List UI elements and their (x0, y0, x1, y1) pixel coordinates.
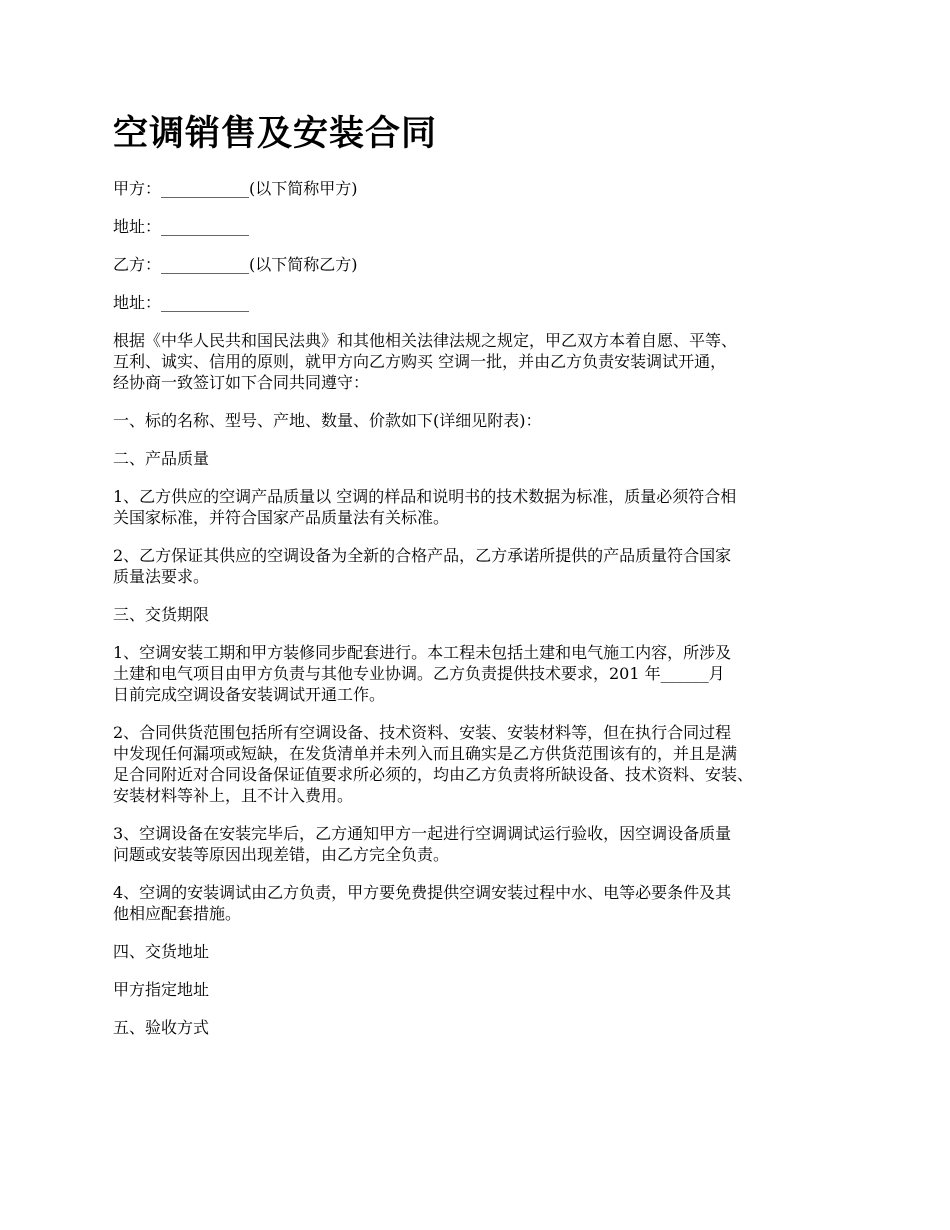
paragraph (113, 178, 860, 199)
paragraph-line: 1、乙方供应的空调产品质量以 空调的样品和说明书的技术数据为标准，质量必须符合相 (113, 487, 737, 506)
paragraph (113, 1017, 860, 1038)
paragraph-line: 地址：___________ (113, 293, 250, 312)
paragraph-line: 2、合同供货范围包括所有空调设备、技术资料、安装、安装材料等，但在执行合同过程 (113, 723, 732, 742)
paragraph-line: 质量法要求。 (113, 567, 210, 586)
paragraph-line: 地址：___________ (113, 217, 250, 236)
paragraph-line: 安装材料等补上，且不计入费用。 (113, 786, 354, 805)
paragraph (113, 979, 860, 1000)
paragraph-line: 三、交货期限 (113, 605, 210, 624)
paragraph (113, 448, 860, 469)
document-title: 空调销售及安装合同 (113, 114, 438, 154)
paragraph-line: 一、标的名称、型号、产地、数量、价款如下(详细见附表)： (113, 411, 542, 430)
paragraph-line: 土建和电气项目由甲方负责与其他专业协调。乙方负责提供技术要求，201 年______月 (113, 664, 725, 683)
paragraph-line: 经协商一致签订如下合同共同遵守： (113, 373, 370, 392)
paragraph (113, 486, 860, 528)
paragraph-line: 日前完成空调设备安装调试开通工作。 (113, 685, 386, 704)
paragraph (113, 882, 860, 924)
paragraph-line: 2、乙方保证其供应的空调设备为全新的合格产品，乙方承诺所提供的产品质量符合国家 (113, 546, 732, 565)
paragraph (113, 254, 860, 275)
paragraph-line: 中发现任何漏项或短缺，在发货清单并未列入而且确实是乙方供货范围该有的，并且是满 (113, 744, 738, 763)
paragraph-line: 互利、诚实、信用的原则，就甲方向乙方购买 空调一批，并由乙方负责安装调试开通， (113, 352, 727, 371)
paragraph-line: 五、验收方式 (113, 1018, 210, 1037)
paragraph (113, 410, 860, 431)
document-body (113, 178, 860, 1038)
paragraph-line: 二、产品质量 (113, 449, 210, 468)
paragraph-line: 1、空调安装工期和甲方装修同步配套进行。本工程未包括土建和电气施工内容，所涉及 (113, 643, 732, 662)
paragraph (113, 941, 860, 962)
paragraph-line: 甲方：___________(以下简称甲方) (113, 179, 358, 198)
paragraph-line: 4、空调的安装调试由乙方负责，甲方要免费提供空调安装过程中水、电等必要条件及其 (113, 883, 732, 902)
paragraph-line: 乙方：___________(以下简称乙方) (113, 255, 358, 274)
paragraph-line: 四、交货地址 (113, 942, 210, 961)
paragraph-line: 根据《中华人民共和国民法典》和其他相关法律法规之规定，甲乙双方本着自愿、平等、 (113, 331, 738, 350)
paragraph-line: 3、空调设备在安装完毕后，乙方通知甲方一起进行空调调试运行验收，因空调设备质量 (113, 824, 732, 843)
paragraph (113, 292, 860, 313)
paragraph (113, 642, 860, 705)
paragraph (113, 823, 860, 865)
paragraph (113, 330, 860, 393)
paragraph-line: 甲方指定地址 (113, 980, 210, 999)
paragraph-line: 问题或安装等原因出现差错，由乙方完全负责。 (113, 845, 450, 864)
paragraph (113, 216, 860, 237)
paragraph (113, 722, 860, 806)
paragraph-line: 足合同附近对合同设备保证值要求所必须的，均由乙方负责将所缺设备、技术资料、安装、 (113, 765, 754, 784)
paragraph (113, 604, 860, 625)
paragraph-line: 他相应配套措施。 (113, 904, 242, 923)
paragraph (113, 545, 860, 587)
paragraph-line: 关国家标准，并符合国家产品质量法有关标准。 (113, 508, 450, 527)
